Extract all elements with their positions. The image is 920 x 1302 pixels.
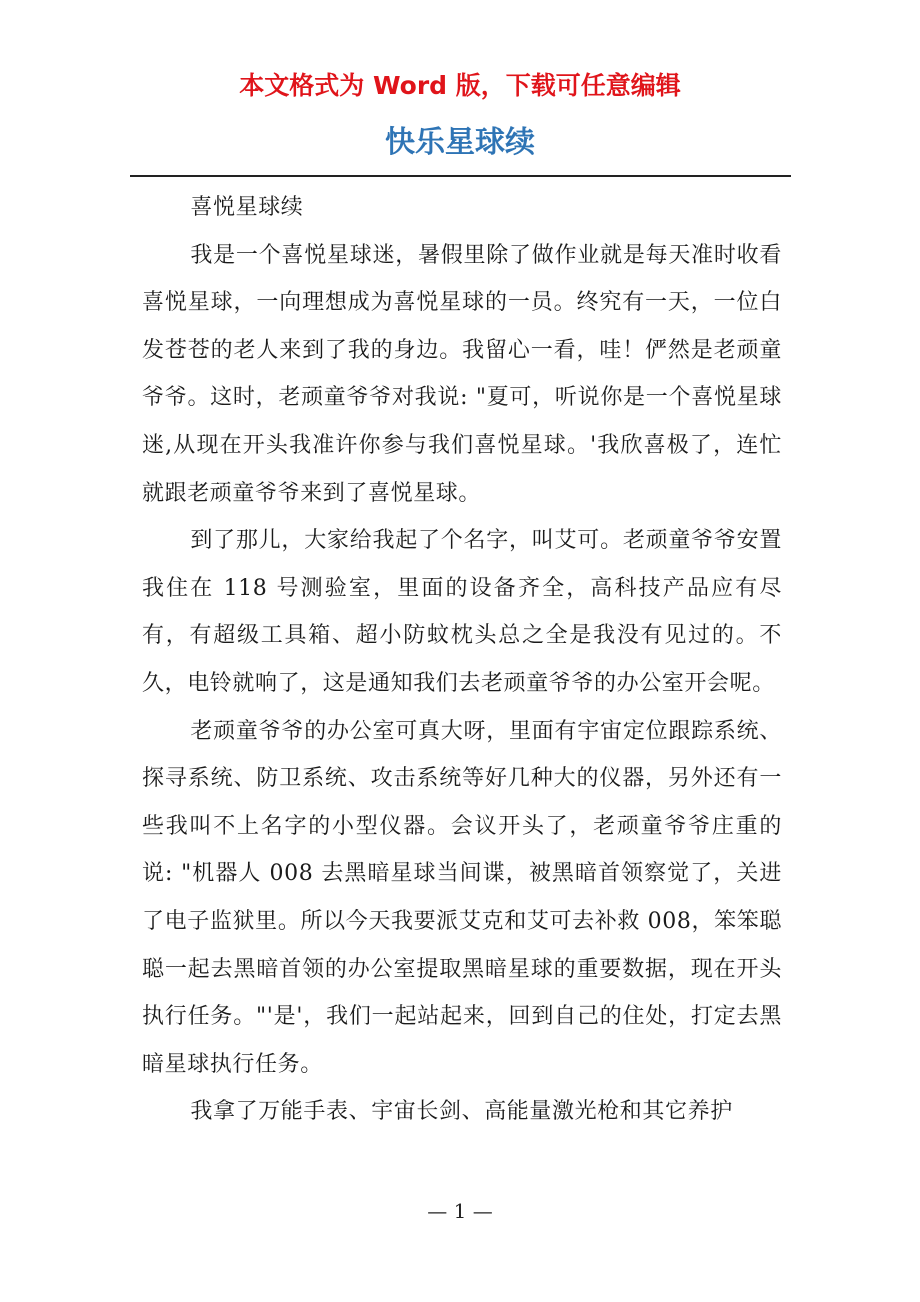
page-number: — 1 — xyxy=(427,1199,493,1223)
paragraph: 我是一个喜悦星球迷，暑假里除了做作业就是每天准时收看喜悦星球，一向理想成为喜悦星球的一员。终究有一天，一位白发苍苍的老人来到了我的身边。我留心一看，哇！俨然是老顽童爷爷。这时，老顽童爷爷对我说: "夏可，听说你是一个喜悦星球迷,从现在开头我准许你参与我们喜悦星球。'我欣喜极了，连忙就跟老顽童爷爷来到了喜悦星球。 xyxy=(142,242,782,506)
title-divider xyxy=(130,175,791,177)
format-notice-banner: 本文格式为 Word 版，下载可任意编辑 xyxy=(239,71,681,100)
paragraph: 老顽童爷爷的办公室可真大呀，里面有宇宙定位跟踪系统、探寻系统、防卫系统、攻击系统等好几种大的仪器，另外还有一些我叫不上名字的小型仪器。会议开头了，老顽童爷爷庄重的说: "机器人 008 去黑暗星球当间谍，被黑暗首领察觉了，关进了电子监狱里。所以今天我要派艾克和艾可去补救 008，笨笨聪聪一起去黑暗首领的办公室提取黑暗星球的重要数据，现在开头执行任务。"'是'，我们一起站起来，回到自己的住处，打定去黑暗星球执行任务。 xyxy=(142,718,782,1077)
document-title: 快乐星球续 xyxy=(385,125,535,160)
paragraph: 我拿了万能手表、宇宙长剑、高能量激光枪和其它养护 xyxy=(190,1099,733,1125)
document-body xyxy=(142,184,782,1136)
paragraph: 到了那儿，大家给我起了个名字，叫艾可。老顽童爷爷安置我住在 118 号测验室，里面的设备齐全，高科技产品应有尽有，有超级工具箱、超小防蚊枕头总之全是我没有见过的。不久，电铃就响了，这是通知我们去老顽童爷爷的办公室开会呢。 xyxy=(142,528,782,696)
paragraph-subtitle: 喜悦星球续 xyxy=(190,195,304,220)
